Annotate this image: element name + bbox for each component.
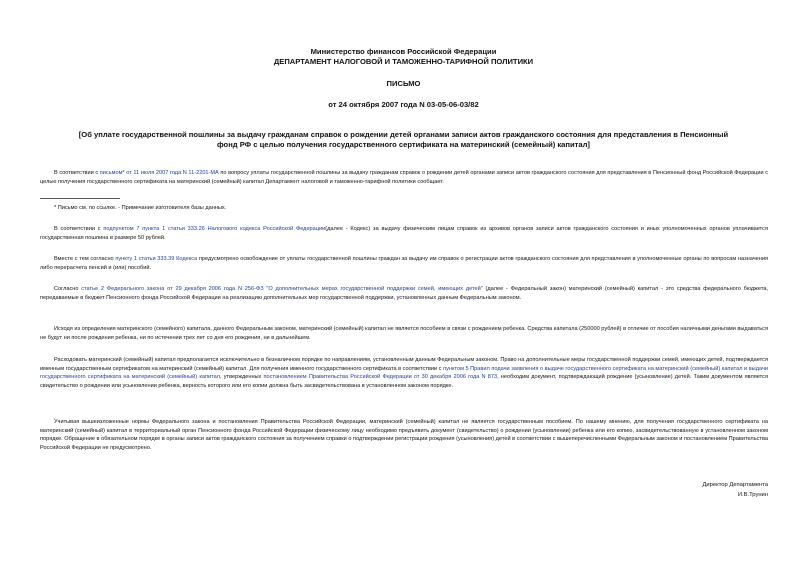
- department-name: ДЕПАРТАМЕНТ НАЛОГОВОЙ И ТАМОЖЕННО-ТАРИФНОЙ ПОЛИТИКИ: [273, 57, 534, 66]
- paragraph-5: Исходя из определения материнского (семейного) капитала, данного Федеральным законом, материнский (семейный) капитал не является пособием в связи с рождением ребенка. Средства капитала (250000 рублей) в отличие от пособия наличными деньгами выдаваться не будут ни после рождения ребенка, ни по истечении трех лет со дня его рождения, ни в дальнейшем.: [40, 326, 768, 341]
- document-type: ПИСЬМО: [386, 79, 421, 88]
- link-tax-code-333-39[interactable]: пункту 1 статьи 333.39 Кодекса: [115, 256, 198, 262]
- paragraph-3: Вместе с тем согласно пункту 1 статьи 333.39 Кодекса предусмотрено освобождение от уплаты государственной пошлины граждан за выдачу им справок о регистрации актов гражданского состояния для представления в уполномоченные органы по вопросам назначения либо перерасчета пенсий и (или) пособий.: [40, 256, 768, 271]
- link-government-resolution-873[interactable]: постановлением Правительства Российской Федерации от 30 декабря 2006 года N 873: [263, 374, 498, 381]
- footnote-divider: [40, 198, 120, 199]
- link-rules-point-5[interactable]: пунктом 5 Правил подачи заявления о выдаче государственного сертификата на материнский (семейный) капитал и выдачи государственного сертификата на материнский (семейный) капитал: [40, 365, 768, 381]
- paragraph-2: В соответствии с подпунктом 7 пункта 1 статьи 333.26 Налогового кодекса Российской Федерации(далее - Кодекс) за выдачу физическим лицам справок из архивов органов записи актов гражданского состояния и иных уполномоченных органов уплачивается государственная пошлина в размере 50 рублей.: [40, 226, 768, 241]
- paragraph-6: Расходовать материнский (семейный) капитал предполагается исключительно в безналичном порядке по направлениям, установленным данным Федеральным законом. Право на дополнительные меры государственной поддержки семей, имеющих детей, подтверждается именным государственным сертификатом на материнский (семейный) капитал. Для получения именного государственного сертификата в соответствии с пунктом 5 Правил подачи заявления о выдаче государственного сертификата на материнский (семейный) капитал и выдачи государственного сертификата на материнский (семейный) капитал, утвержденных постановлением Правительства Российской Федерации от 30 декабря 2006 года N 873, необходим документ, подтверждающий рождение (усыновление) детей. Таким документом является свидетельство о рождении или усыновлении ребенка, верность которого или его копии должна быть засвидетельствована в установленном законом порядке.: [40, 357, 768, 389]
- signature-position: Директор Департамента: [702, 482, 768, 488]
- document-title-block: [0, 130, 807, 150]
- document-title: [Об уплате государственной пошлины за выдачу гражданам справок о рождении детей органами записи актов гражданского состояния для представления в Пенсионный фонд РФ с целью получения государственного сертификата на материнский (семейный) капитал]: [78, 130, 729, 149]
- signature-name: И.В.Трунин: [737, 492, 768, 498]
- paragraph-4: Согласно статье 2 Федерального закона от 29 декабря 2006 года N 256-ФЗ "О дополнительных мерах государственной поддержки семей, имеющих детей" (далее - Федеральный закон) материнский (семейный) капитал - это средства федерального бюджета, передаваемые в бюджет Пенсионного фонда Российской Федерации на реализацию дополнительных мер государственной поддержки, установленных данным Федеральным законом.: [40, 286, 768, 301]
- paragraph-1: В соответствии с письмом* от 11 июля 2007 года N 11-2201-МА по вопросу уплаты государственной пошлины за выдачу гражданам справок о рождении детей органами записи актов гражданского состояния для представления в Пенсионный фонд Российской Федерации с целью получения государственного сертификата на материнский (семейный) капитал Департамент налоговой и таможенно-тарифной политики сообщает.: [40, 170, 768, 185]
- link-letter-2007[interactable]: письмом* от 11 июля 2007 года N 11-2201-МА: [99, 170, 219, 176]
- document-date-number: от 24 октября 2007 года N 03-05-06-03/82: [328, 100, 479, 109]
- link-federal-law-256[interactable]: статье 2 Федерального закона от 29 декабря 2006 года N 256-ФЗ: [81, 286, 264, 292]
- footnote: * Письмо см. по ссылке. - Примечание изготовителя базы данных.: [54, 205, 227, 211]
- link-federal-law-title[interactable]: "О дополнительных мерах государственной поддержки семей, имеющих детей": [266, 286, 483, 292]
- paragraph-7: Учитывая вышеизложенные нормы Федерального закона и постановления Правительства Российской Федерации, материнский (семейный) капитал не является государственным пособием. По нашему мнению, для получения государственного сертификата на материнский (семейный) капитал в территориальный орган Пенсионного фонда Российской Федерации физическому лицу необходимо предъявить документ (свидетельство) о рождении (усыновлении) ребенка или его копию, засвидетельствованную в установленном законом порядке. Обращение в обязательном порядке в органы записи актов гражданского состояния за получением справки о подтверждении регистрации рождения (усыновления) детей в соответствии с вышеперечисленными Федеральным законом и постановлением Правительства Российской Федерации не предусмотрено.: [40, 419, 768, 451]
- ministry-name: Министерство финансов Российской Федерации: [310, 47, 497, 56]
- link-tax-code-333-26[interactable]: подпунктом 7 пункта 1 статьи 333.26 Налогового кодекса Российской Федерации: [103, 226, 326, 232]
